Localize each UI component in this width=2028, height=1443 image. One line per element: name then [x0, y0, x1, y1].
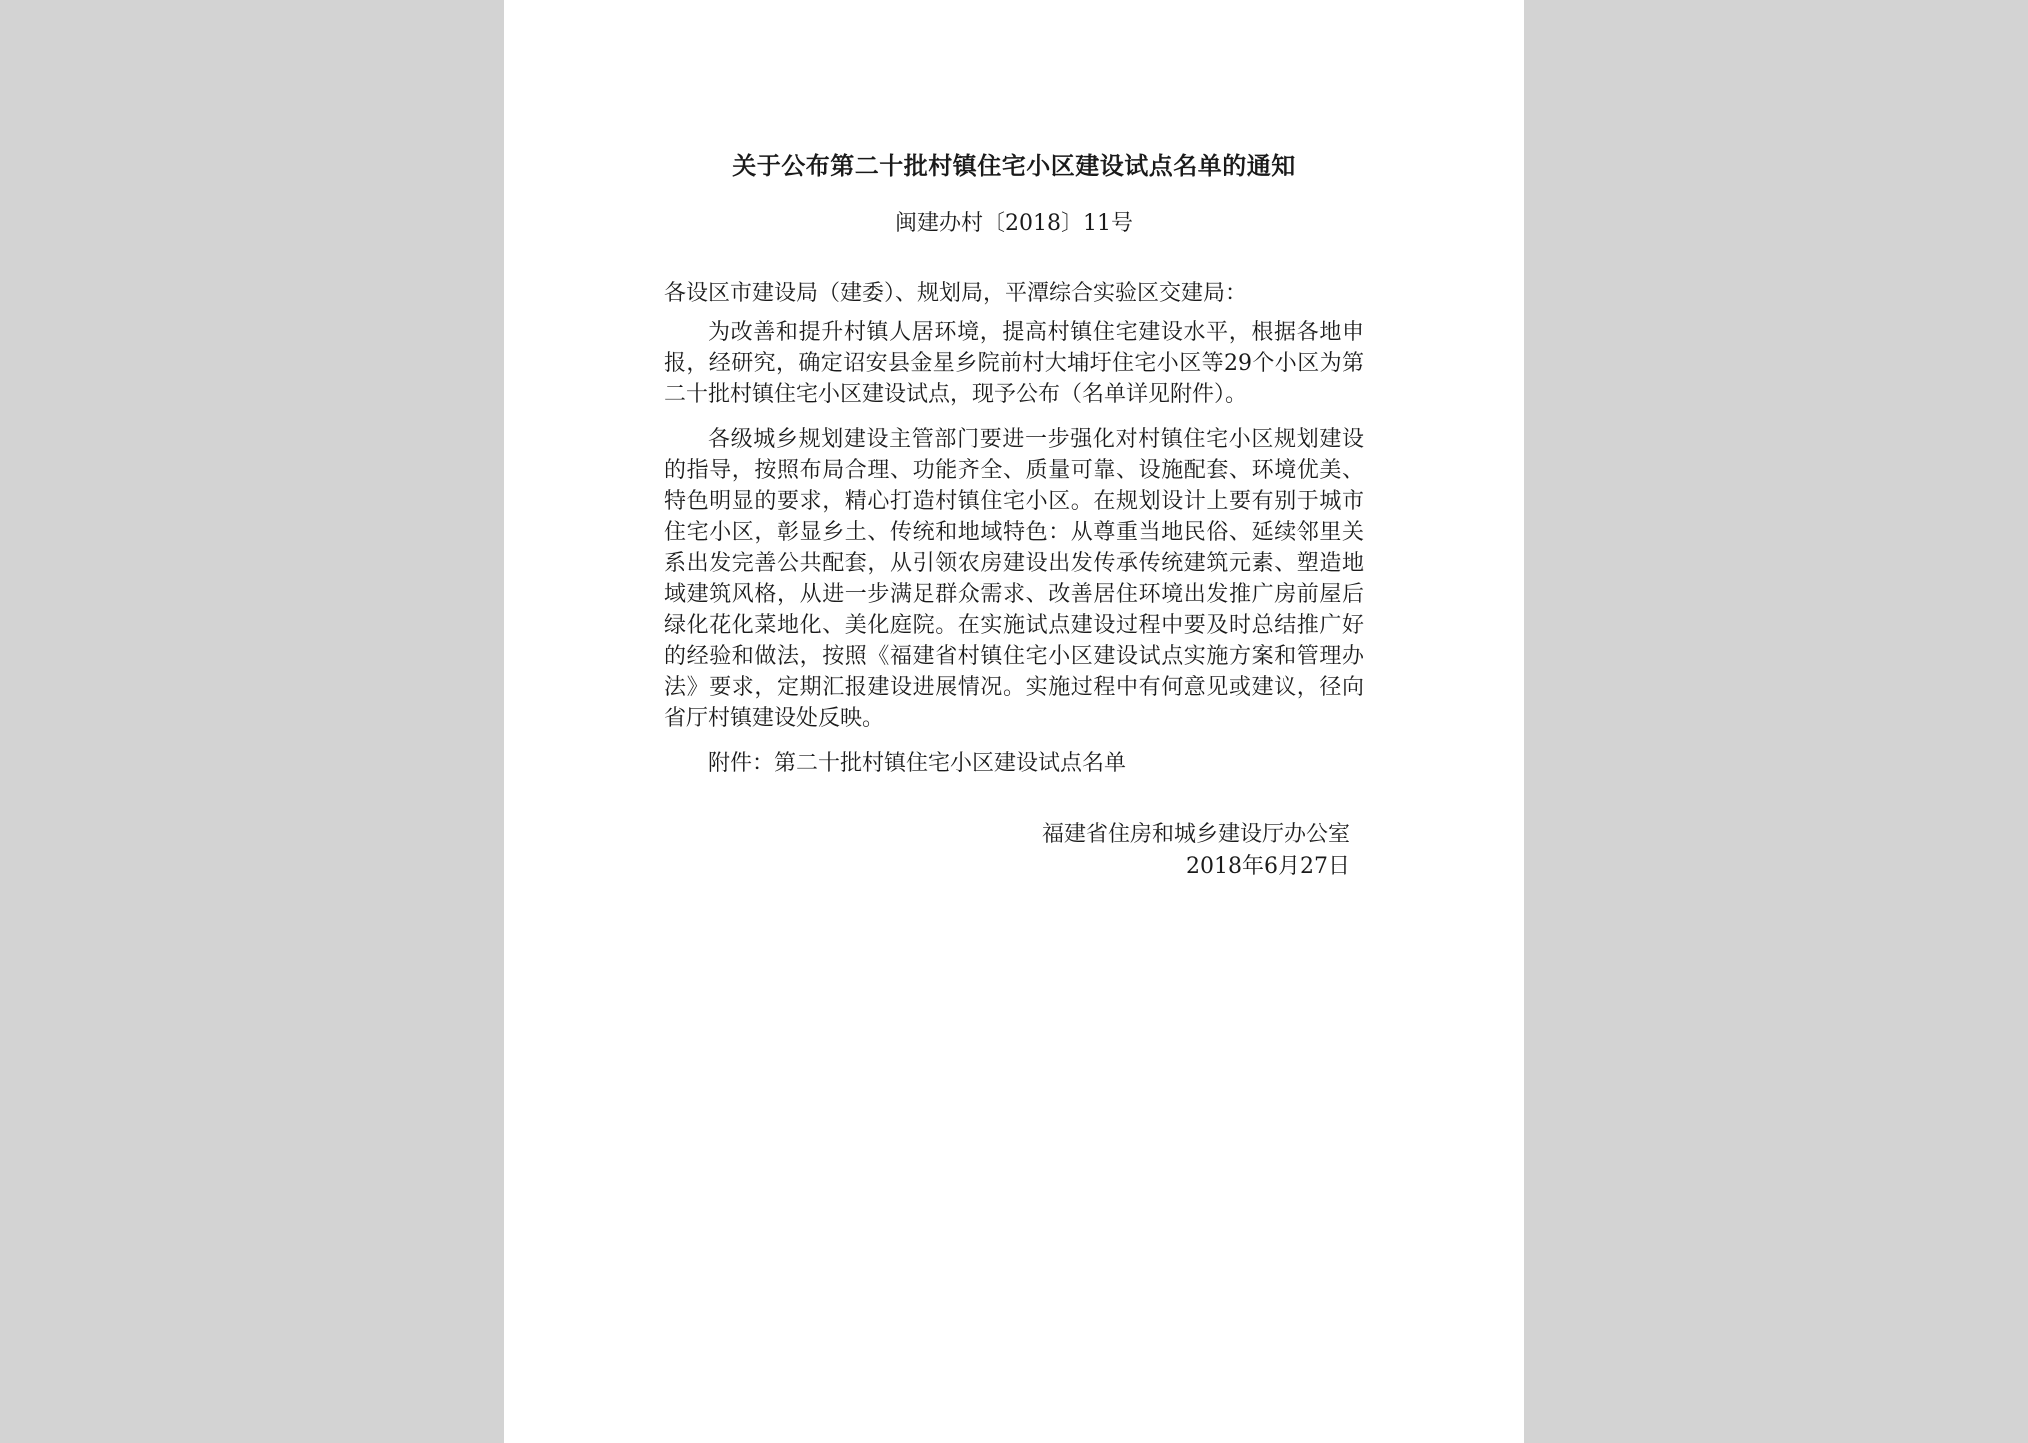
document-title: 关于公布第二十批村镇住宅小区建设试点名单的通知: [732, 151, 1296, 180]
body-paragraph-2: 各级城乡规划建设主管部门要进一步强化对村镇住宅小区规划建设的指导，按照布局合理、功能齐全、质量可靠、设施配套、环境优美、特色明显的要求，精心打造村镇住宅小区。在规划设计上要有别于城市住宅小区，彰显乡土、传统和地域特色：从尊重当地民俗、延续邻里关系出发完善公共配套，从引领农房建设出发传承传统建筑元素、塑造地域建筑风格，从进一步满足群众需求、改善居住环境出发推广房前屋后绿化花化菜地化、美化庭院。在实施试点建设过程中要及时总结推广好的经验和做法，按照《福建省村镇住宅小区建设试点实施方案和管理办法》要求，定期汇报建设进展情况。实施过程中有何意见或建议，径向省厅村镇建设处反映。: [664, 427, 1364, 731]
issue-date: 2018年6月27日: [1186, 854, 1350, 879]
attachment-note: 附件：第二十批村镇住宅小区建设试点名单: [708, 751, 1127, 776]
document-number: 闽建办村〔2018〕11号: [895, 211, 1133, 236]
document-content: [664, 148, 1364, 883]
document-page: [504, 0, 1524, 1443]
issuer: 福建省住房和城乡建设厅办公室: [1041, 822, 1350, 847]
body-paragraph-1: 为改善和提升村镇人居环境，提高村镇住宅建设水平，根据各地申报，经研究，确定诏安县金星乡院前村大埔圩住宅小区等29个小区为第二十批村镇住宅小区建设试点，现予公布（名单详见附件）。: [664, 320, 1364, 407]
salutation: 各设区市建设局（建委）、规划局，平潭综合实验区交建局：: [664, 281, 1248, 306]
signature-block: [664, 819, 1364, 883]
